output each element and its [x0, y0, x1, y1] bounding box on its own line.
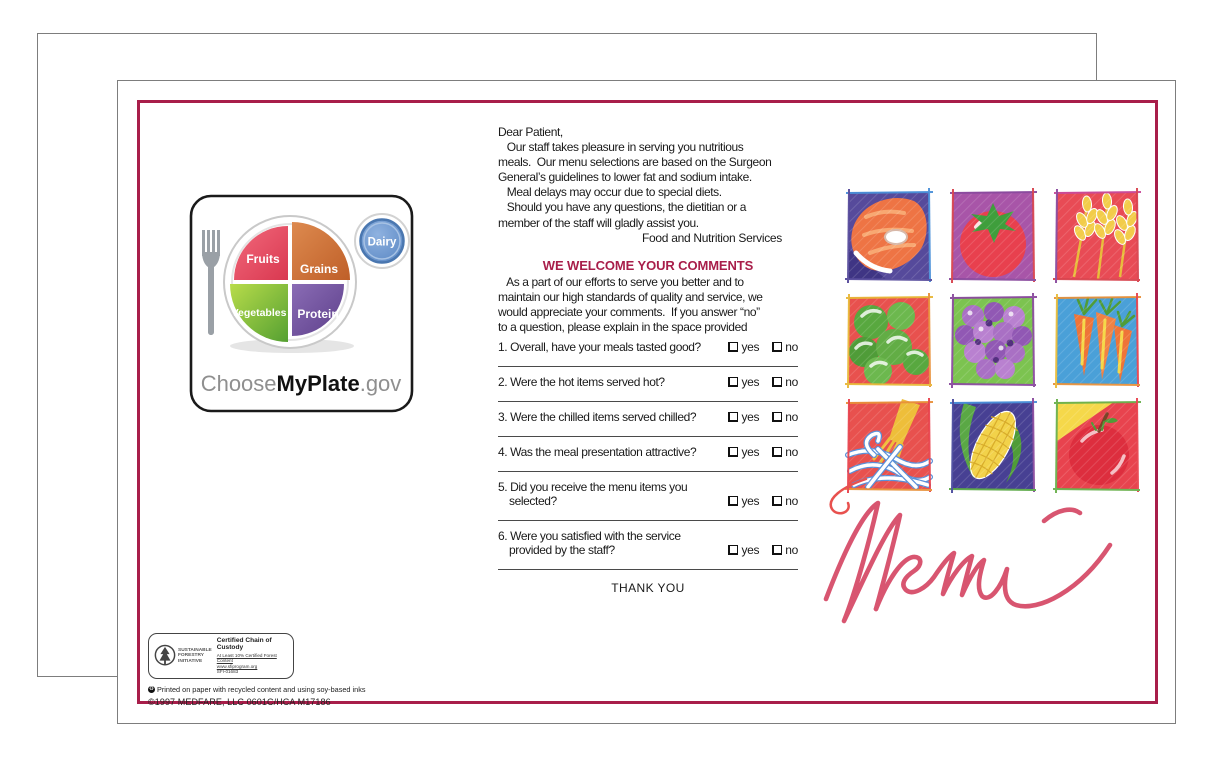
protein-label: Protein: [297, 307, 339, 321]
letter-line: meals. Our menu selections are based on the Surgeon: [498, 155, 772, 170]
yes-checkbox[interactable]: [728, 545, 738, 555]
no-label: no: [785, 340, 798, 355]
patient-letter: [498, 125, 798, 231]
dairy-label: Dairy: [367, 236, 397, 249]
comments-heading: WE WELCOME YOUR COMMENTS: [542, 257, 754, 273]
yes-label: yes: [741, 445, 760, 460]
question-text: 5. Did you receive the menu items you: [498, 480, 688, 495]
intro-line: to a question, please explain in the space provided: [498, 319, 748, 334]
tile-corn-illustration: [948, 397, 1038, 494]
sfi-detail-url: www.sfiprogram.org: [216, 663, 258, 669]
vegetables-label: Vegetables: [231, 307, 287, 319]
no-label: no: [785, 410, 798, 425]
no-option: [772, 375, 798, 389]
no-checkbox[interactable]: [772, 447, 782, 457]
yes-checkbox[interactable]: [728, 447, 738, 457]
yes-label: yes: [741, 340, 760, 355]
question-text-line2: selected?: [509, 494, 557, 509]
sfi-org-name: SUSTAINABLE FORESTRY INITIATIVE: [178, 647, 212, 664]
letter-line: Our staff takes pleasure in serving you nutritious: [498, 140, 744, 155]
fruits-label: Fruits: [246, 252, 280, 266]
yes-option: [728, 494, 759, 508]
tile-grapes-illustration: [948, 292, 1038, 389]
yes-no-group: [728, 543, 798, 557]
copyright-line: ©1997 MEDFARE, LLC 0601C/HCA M17186: [148, 696, 331, 707]
question-item: [498, 480, 798, 521]
question-list: [498, 340, 798, 570]
sfi-detail-content: At Least 10% Certified Forest Content: [216, 652, 277, 664]
print-footer: [148, 633, 428, 707]
yes-checkbox[interactable]: [728, 412, 738, 422]
food-illustration-grid: [844, 187, 1142, 494]
yes-checkbox[interactable]: [728, 342, 738, 352]
question-text-line2: provided by the staff?: [509, 543, 615, 558]
answer-writing-line: [498, 401, 798, 402]
letter-line: Should you have any questions, the dietitian or a: [498, 200, 747, 215]
letter-line: Dear Patient,: [498, 125, 563, 139]
sfi-certification-label: [148, 633, 294, 679]
no-checkbox[interactable]: [772, 496, 782, 506]
question-item: [498, 410, 798, 437]
answer-writing-line: [498, 520, 798, 521]
tile-tomato-illustration: [948, 187, 1038, 284]
no-option: [772, 543, 798, 557]
no-label: no: [785, 445, 798, 460]
question-text: 3. Were the chilled items served chilled?: [498, 410, 697, 425]
letter-line: General’s guidelines to lower fat and sodium intake.: [498, 170, 752, 185]
yes-checkbox[interactable]: [728, 496, 738, 506]
question-text: 6. Were you satisfied with the service: [498, 529, 681, 544]
yes-label: yes: [741, 543, 760, 558]
intro-line: As a part of our efforts to serve you better and to: [498, 274, 744, 289]
yes-no-group: [728, 445, 798, 459]
letter-signature: Food and Nutrition Services: [642, 230, 782, 245]
yes-option: [728, 340, 759, 354]
yes-checkbox[interactable]: [728, 377, 738, 387]
menu-script-word: [818, 491, 1138, 631]
question-item: [498, 529, 798, 570]
question-item: [498, 375, 798, 402]
no-checkbox[interactable]: [772, 545, 782, 555]
question-text: 2. Were the hot items served hot?: [498, 375, 665, 390]
no-checkbox[interactable]: [772, 342, 782, 352]
no-checkbox[interactable]: [772, 377, 782, 387]
question-item: [498, 445, 798, 472]
no-option: [772, 340, 798, 354]
no-option: [772, 445, 798, 459]
yes-option: [728, 375, 759, 389]
sfi-detail-number: SFI-01683: [216, 669, 239, 675]
dairy-cup: [355, 214, 409, 268]
sfi-left-block: [154, 643, 212, 669]
yes-option: [728, 410, 759, 424]
no-label: no: [785, 494, 798, 509]
sfi-tree-icon: [154, 643, 176, 669]
letter-and-questionnaire: [498, 125, 798, 595]
yes-option: [728, 543, 759, 557]
question-item: [498, 340, 798, 367]
yes-no-group: [728, 375, 798, 389]
menu-front-page: [117, 80, 1176, 724]
grains-label: Grains: [299, 262, 339, 276]
answer-writing-line: [498, 471, 798, 472]
no-label: no: [785, 543, 798, 558]
letter-line: member of the staff will gladly assist you.: [498, 215, 699, 230]
sfi-title: Certified Chain of Custody: [216, 637, 272, 651]
tile-green-vegetables-illustration: [844, 292, 934, 389]
yes-no-group: [728, 340, 798, 354]
no-label: no: [785, 375, 798, 390]
no-option: [772, 494, 798, 508]
thank-you-text: THANK YOU: [611, 581, 685, 596]
choosemyplate-wordmark: ChooseMyPlate.gov: [200, 371, 402, 396]
answer-writing-line: [498, 366, 798, 367]
letter-line: Meal delays may occur due to special diets.: [498, 185, 722, 200]
tile-apple-illustration: [1052, 397, 1142, 494]
yes-label: yes: [741, 494, 760, 509]
question-text: 1. Overall, have your meals tasted good?: [498, 340, 701, 355]
answer-writing-line: [498, 436, 798, 437]
tile-carrots-illustration: [1052, 292, 1142, 389]
yes-no-group: [728, 410, 798, 424]
printed-note: ♻ Printed on paper with recycled content and using soy-based inks: [149, 684, 366, 694]
yes-label: yes: [741, 375, 760, 390]
tile-wheat-illustration: [1052, 187, 1142, 284]
answer-writing-line: [498, 569, 798, 570]
intro-line: would appreciate your comments. If you answer “no”: [498, 304, 760, 319]
yes-option: [728, 445, 759, 459]
yes-label: yes: [741, 410, 760, 425]
yes-no-group: [728, 494, 798, 508]
no-option: [772, 410, 798, 424]
recycle-icon: ♻: [149, 685, 154, 692]
comments-intro: [498, 275, 798, 335]
sfi-right-block: [217, 637, 288, 675]
no-checkbox[interactable]: [772, 412, 782, 422]
choosemyplate-logo: [189, 194, 414, 413]
tile-salmon-illustration: [844, 187, 934, 284]
question-text: 4. Was the meal presentation attractive?: [498, 445, 697, 460]
intro-line: maintain our high standards of quality and service, we: [498, 289, 763, 304]
